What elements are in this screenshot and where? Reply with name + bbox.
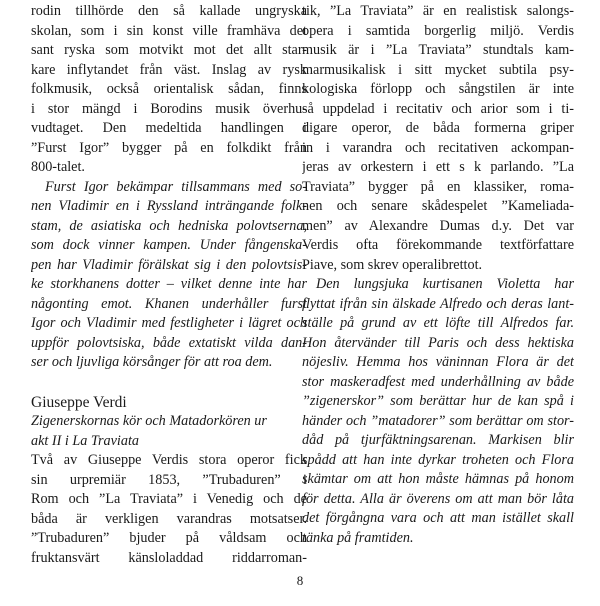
text-line: dåd på tjurfäktningsarenan. Markisen blir	[302, 432, 574, 448]
text-line: rodin tillhörde den så kallade ungryska	[31, 3, 307, 19]
text-line: så uppdelad i recitativ och arior som i ti-	[302, 100, 574, 117]
text-line: i stor mängd i Borodins musik överhu-	[31, 100, 307, 117]
section-subtitle	[31, 412, 307, 451]
text-line: pen har Vladimir förälskat sig i den polovtsis-	[31, 256, 307, 273]
text-line: akt II i La Traviata	[31, 432, 139, 449]
text-line: spådd att han inte dyrkar troheten och Flora	[302, 451, 574, 468]
text-line: någonting emot. Khanen underhåller furst	[31, 295, 307, 312]
text-line: folkmusik, också orientalisk sådan, finns	[31, 81, 307, 97]
left-column	[31, 2, 307, 568]
section-spacer	[31, 373, 307, 393]
text-line: för detta. Alla är överens om att man bör låta	[302, 490, 574, 507]
text-line: kare inflytandet från väst. Inslag av rysk	[31, 61, 307, 78]
text-line: ”zigenerskor” som berättar hur de kan spå i	[302, 393, 574, 409]
text-line: vudtaget. Den medeltida handlingen i	[31, 120, 307, 136]
text-line: men” av Alexandre Dumas d.y. Det var	[302, 217, 574, 234]
left-paragraph-1	[31, 2, 307, 178]
text-line: nöjesliv. Hemma hos väninnan Flora är det	[302, 354, 574, 370]
text-line: ställe på grund av ett löfte till Alfredos far.	[302, 315, 574, 331]
text-line: in i varandra och recitativen ackompan-	[302, 139, 574, 156]
text-line: kologiska förlopp och sångstilen är inte	[302, 81, 574, 97]
text-line: digare operor, de båda formerna griper	[302, 120, 574, 136]
text-line: stam, de asiatiska och hedniska polovtserna,	[31, 217, 307, 234]
text-line: ser och ljuvliga körsånger för att roa dem.	[31, 354, 273, 370]
text-line: uppför polovtsiska, både extatiskt vilda dan-	[31, 334, 307, 351]
text-line: flyttat ifrån sin älskade Alfredo och deras lant-	[302, 295, 574, 312]
section-heading: Giuseppe Verdi	[31, 393, 127, 411]
text-line: nen och senare skådespelet ”Kameliada-	[302, 198, 574, 214]
text-line: Rom och ”La Traviata” i Venedig och de	[31, 491, 307, 507]
left-paragraph-2	[31, 451, 307, 568]
text-line: händer och ”matadorer” som berättar om stor-	[302, 412, 574, 429]
text-line: som dock vinner kampen. Under fångenska-	[31, 237, 307, 253]
right-synopsis	[302, 275, 574, 548]
text-line: Två av Giuseppe Verdis stora operor fick	[31, 452, 307, 468]
text-line: Hon återvänder till Paris och dess hektiska	[302, 334, 574, 351]
text-line: 800-talet.	[31, 159, 85, 175]
page-number: 8	[296, 573, 304, 588]
text-line: Piave, som skrev operalibrettot.	[302, 256, 483, 273]
text-line: ”Trubaduren” bjuder på våldsam och	[31, 530, 307, 546]
text-line: Furst Igor bekämpar tillsammans med so-	[45, 178, 307, 195]
text-line: Den lungsjuka kurtisanen Violetta har	[316, 276, 574, 292]
text-line: marmusikalisk i sitt mycket subtila psy-	[302, 61, 574, 78]
text-line: Igor och Vladimir med festligheter i lägret och	[31, 315, 307, 331]
text-line: sin urpremiär 1853, ”Trubaduren” i	[31, 471, 307, 488]
text-line: jeras av orkestern i ett s k parlando. ”La	[302, 159, 574, 175]
text-line: sant ryska som motvikt mot det allt star-	[31, 42, 307, 58]
right-column	[302, 2, 574, 548]
text-line: det förgångna vara och att man istället skall	[302, 510, 574, 526]
text-line: nen Vladimir en i Ryssland inträngande folk-	[31, 198, 307, 214]
text-line: tänka på framtiden.	[302, 529, 414, 546]
text-line: Verdis ofta förekommande textförfattare	[302, 237, 574, 253]
text-line: musik är i ”La Traviata” stundtals kam-	[302, 42, 574, 58]
text-line: stor maskeradfest med underhållning av både	[302, 373, 574, 390]
text-line: opera i samtida borgerlig miljö. Verdis	[302, 22, 574, 39]
text-line: Zigenerskornas kör och Matadorkören ur	[31, 413, 267, 429]
text-line: skämtar om att hon måste hämnas på honom	[302, 471, 574, 487]
text-line: båda är verkligen varandras motsatser.	[31, 510, 307, 527]
text-line: fruktansvärt känsloladdad riddarroman-	[31, 549, 307, 566]
right-paragraph-1	[302, 2, 574, 275]
text-line: skolan, som i sin konst ville framhäva det	[31, 22, 307, 39]
left-synopsis	[31, 178, 307, 373]
text-line: ke storkhanens dotter – vilket denne inte har	[31, 276, 307, 292]
text-line: ”Furst Igor” bygger på en folkdikt från	[31, 139, 307, 156]
text-line: tik, ”La Traviata” är en realistisk salongs-	[302, 3, 574, 19]
text-line: Traviata” bygger på en klassiker, roma-	[302, 178, 574, 195]
